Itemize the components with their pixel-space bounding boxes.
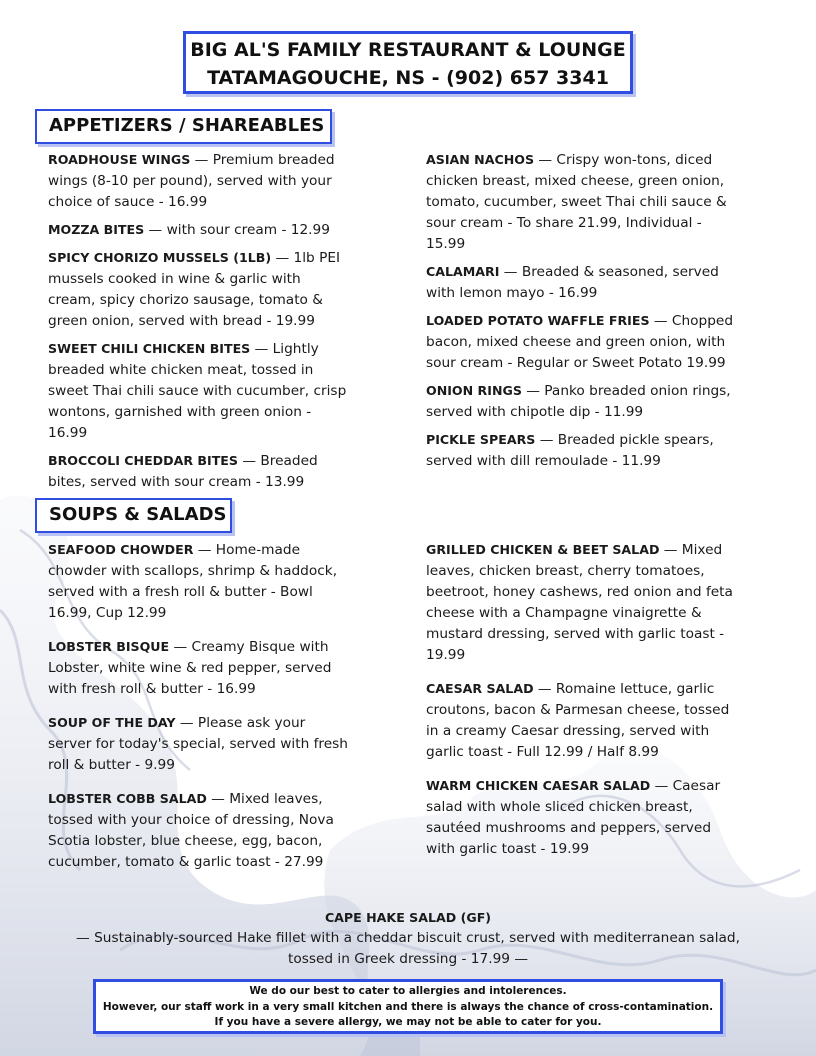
menu-item — [48, 338, 348, 444]
item-description: — Breaded pickle spears, served with dill remoulade - 11.99 — [426, 432, 714, 469]
menu-item — [426, 429, 736, 472]
item-name: LOBSTER BISQUE — [48, 639, 170, 654]
item-description: — Breaded & seasoned, served with lemon mayo - 16.99 — [426, 264, 719, 301]
soups-right-column — [426, 539, 738, 872]
menu-item — [48, 712, 348, 776]
item-description: — Lightly breaded white chicken meat, tossed in sweet Thai chili sauce with cucumber, crisp wontons, garnished with green onion - 16.99 — [48, 341, 347, 441]
item-description: — Home-made chowder with scallops, shrimp & haddock, served with a fresh roll & butter - Bowl 16.99, Cup 12.99 — [48, 542, 338, 621]
item-name: PICKLE SPEARS — [426, 432, 536, 447]
section-title-appetizers: APPETIZERS / SHAREABLES — [35, 109, 332, 144]
menu-item — [426, 310, 736, 374]
item-description: — Mixed leaves, chicken breast, cherry tomatoes, beetroot, honey cashews, red onion and feta cheese with a Champagne vinaigrette & mustard dressing, served with garlic toast - 19.99 — [426, 542, 733, 663]
item-name: ONION RINGS — [426, 383, 522, 398]
item-name: SPICY CHORIZO MUSSELS (1LB) — [48, 250, 272, 265]
allergy-line-3: If you have a severe allergy, we may not be able to cater for you. — [214, 1016, 602, 1028]
item-name: LOBSTER COBB SALAD — [48, 791, 207, 806]
featured-menu-item — [60, 907, 756, 970]
appetizers-left-column — [48, 149, 348, 499]
appetizers-right-column — [426, 149, 736, 478]
menu-item — [426, 539, 738, 666]
item-name: SEAFOOD CHOWDER — [48, 542, 194, 557]
item-name: CAPE HAKE SALAD (GF) — [324, 910, 492, 925]
item-name: CALAMARI — [426, 264, 500, 279]
allergy-line-2: However, our staff work in a very small kitchen and there is always the chance of cross-contamination. — [102, 1000, 714, 1013]
menu-item — [426, 678, 738, 763]
item-description: — Breaded bites, served with sour cream - 13.99 — [48, 453, 318, 490]
item-name: MOZZA BITES — [48, 222, 145, 237]
item-name: BROCCOLI CHEDDAR BITES — [48, 453, 238, 468]
item-description: — Please ask your server for today's special, served with fresh roll & butter - 9.99 — [48, 715, 348, 773]
menu-item — [48, 539, 348, 624]
item-name: SWEET CHILI CHICKEN BITES — [48, 341, 251, 356]
item-name: ASIAN NACHOS — [426, 152, 535, 167]
section-title-soups-salads: SOUPS & SALADS — [35, 498, 232, 533]
menu-item — [48, 149, 348, 213]
item-description: — Creamy Bisque with Lobster, white wine & red pepper, served with fresh roll & butter - 16.99 — [48, 639, 332, 697]
item-description: — Crispy won-tons, diced chicken breast, mixed cheese, green onion, tomato, cucumber, sweet Thai chili sauce & sour cream - To share 21.99, Individual - 15.99 — [426, 152, 727, 252]
item-description: — Premium breaded wings (8-10 per pound), served with your choice of sauce - 16.99 — [48, 152, 335, 210]
restaurant-header — [183, 31, 633, 94]
menu-item — [48, 219, 348, 241]
item-name: CAESAR SALAD — [426, 681, 534, 696]
item-name: LOADED POTATO WAFFLE FRIES — [426, 313, 650, 328]
item-description: — Mixed leaves, tossed with your choice of dressing, Nova Scotia lobster, blue cheese, egg, bacon, cucumber, tomato & garlic toast - 27.99 — [48, 791, 334, 870]
menu-item — [48, 247, 348, 332]
item-description: — Romaine lettuce, garlic croutons, bacon & Parmesan cheese, tossed in a creamy Caesar dressing, served with garlic toast - Full 12.99 / Half 8.99 — [426, 681, 730, 760]
menu-item — [426, 775, 738, 860]
item-name: GRILLED CHICKEN & BEET SALAD — [426, 542, 660, 557]
restaurant-location-phone: TATAMAGOUCHE, NS - (902) 657 3341 — [207, 67, 609, 89]
menu-item — [48, 636, 348, 700]
menu-item — [426, 261, 736, 304]
item-description: — Caesar salad with whole sliced chicken breast, sautéed mushrooms and peppers, served with garlic toast - 19.99 — [426, 778, 721, 857]
item-name: WARM CHICKEN CAESAR SALAD — [426, 778, 651, 793]
restaurant-name: BIG AL'S FAMILY RESTAURANT & LOUNGE — [190, 39, 626, 61]
item-name: ROADHOUSE WINGS — [48, 152, 191, 167]
item-description: — with sour cream - 12.99 — [144, 222, 330, 238]
item-name: SOUP OF THE DAY — [48, 715, 176, 730]
item-description: — 1lb PEI mussels cooked in wine & garlic with cream, spicy chorizo sausage, tomato & green onion, served with bread - 19.99 — [48, 250, 341, 329]
allergy-line-1: We do our best to cater to allergies and intolerences. — [249, 985, 567, 997]
item-description: — Panko breaded onion rings, served with chipotle dip - 11.99 — [426, 383, 731, 420]
item-description: — Sustainably-sourced Hake fillet with a cheddar biscuit crust, served with mediterranean salad, tossed in Greek dressing - 17.99 — — [76, 930, 740, 967]
menu-item — [426, 380, 736, 423]
menu-item — [48, 450, 348, 493]
item-description: — Chopped bacon, mixed cheese and green onion, with sour cream - Regular or Sweet Potato 19.99 — [426, 313, 734, 371]
menu-item — [426, 149, 736, 255]
menu-item — [48, 788, 348, 873]
soups-left-column — [48, 539, 348, 885]
allergy-notice — [93, 979, 723, 1034]
